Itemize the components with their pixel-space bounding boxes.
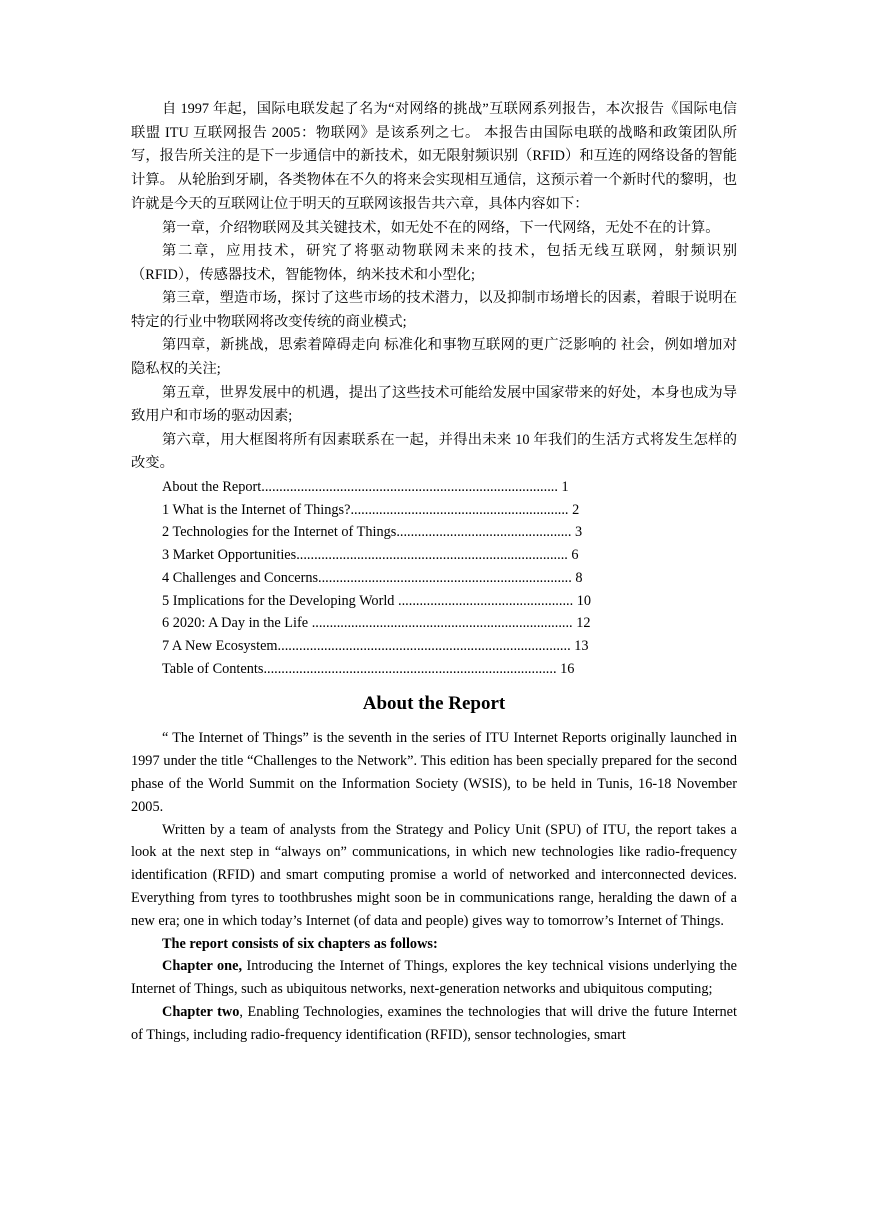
chapter-one-text: Introducing the Internet of Things, explores the key technical visions underlying the Internet of Things, such as ubiquitous networks, next-generation networks and ubiquitous computing; [131, 958, 737, 998]
about-section [131, 727, 737, 1046]
chapter-two-paragraph [131, 1001, 737, 1047]
chinese-chapter-3: 第三章，塑造市场，探讨了这些市场的技术潜力，以及抑制市场增长的因素，着眼于说明在特定的行业中物联网将改变传统的商业模式; [131, 290, 737, 330]
chapter-one-label: Chapter one, [162, 958, 243, 975]
toc-entry[interactable]: 4 Challenges and Concerns....................................................................... 8 [162, 569, 583, 586]
toc-entry[interactable]: 6 2020: A Day in the Life ......................................................................... 12 [162, 615, 591, 632]
about-paragraph-1: “ The Internet of Things” is the seventh in the series of ITU Internet Reports originally launched in 1997 under the title “Challenges to the Network”. This edition has been specially prepared for the second phase of the World Summit on the Information Society (WSIS), to be held in Tunis, 16-18 November 2005. [131, 730, 737, 815]
toc-entry[interactable]: 3 Market Opportunities............................................................................ 6 [162, 547, 579, 564]
toc-entry[interactable]: 1 What is the Internet of Things?............................................................. 2 [162, 501, 580, 518]
toc-entry[interactable]: Table of Contents.................................................................................. 16 [162, 660, 575, 677]
section-heading: About the Report [362, 693, 506, 715]
chinese-summary [131, 98, 737, 476]
document-page [131, 98, 737, 1047]
toc-entry[interactable]: 2 Technologies for the Internet of Things................................................. 3 [162, 524, 583, 541]
chapter-one-paragraph [131, 955, 737, 1001]
toc-entry[interactable]: 7 A New Ecosystem.................................................................................. 13 [162, 637, 589, 654]
chapters-intro-bold: The report consists of six chapters as follows: [162, 935, 438, 952]
chapter-two-label: Chapter two [162, 1003, 240, 1020]
toc-entry[interactable]: 5 Implications for the Developing World ................................................. 10 [162, 592, 592, 609]
chinese-chapter-5: 第五章，世界发展中的机遇，提出了这些技术可能给发展中国家带来的好处，本身也成为导致用户和市场的驱动因素; [131, 384, 737, 425]
chinese-intro-paragraph: 自 1997 年起，国际电联发起了名为“对网络的挑战”互联网系列报告，本次报告《国际电信联盟 ITU 互联网报告 2005：物联网》是该系列之七。 本报告由国际电联的战略和政策团队所写，报告所关注的是下一步通信中的新技术，如无限射频识别（RFID）和互连的网络设备的智能计算。 从轮胎到牙刷，各类物体在不久的将来会实现相互通信，这预示着一个新时代的黎明，也许就是今天的互联网让位于明天的互联网该报告共六章，具体内容如下： [131, 101, 737, 212]
chapter-two-text: , Enabling Technologies, examines the technologies that will drive the future Internet of Things, including radio-frequency identification (RFID), sensor technologies, smart [131, 1003, 737, 1043]
chinese-chapter-2: 第二章，应用技术，研究了将驱动物联网未来的技术，包括无线互联网，射频识别（RFID），传感器技术，智能物体，纳米技术和小型化; [131, 243, 737, 283]
table-of-contents [162, 476, 737, 680]
chinese-chapter-4: 第四章，新挑战，思索着障碍走向 标准化和事物互联网的更广泛影响的 社会，例如增加对隐私权的关注; [131, 337, 737, 378]
chinese-chapter-6: 第六章，用大框图将所有因素联系在一起，并得出未来 10 年我们的生活方式将发生怎样的改变。 [131, 431, 737, 472]
about-paragraph-2: Written by a team of analysts from the Strategy and Policy Unit (SPU) of ITU, the report takes a look at the next step in “always on” communications, in which new technologies like radio-frequency identification (RFID) and smart computing promise a world of networked and interconnected devices. Everything from tyres to toothbrushes might soon be in communications range, heralding the dawn of a new era; one in which today’s Internet (of data and people) gives way to tomorrow’s Internet of Things. [131, 821, 737, 929]
about-paragraph-3 [131, 933, 737, 956]
chinese-chapter-1: 第一章，介绍物联网及其关键技术，如无处不在的网络，下一代网络，无处不在的计算。 [162, 219, 720, 236]
toc-entry[interactable]: About the Report................................................................................... 1 [162, 479, 569, 496]
